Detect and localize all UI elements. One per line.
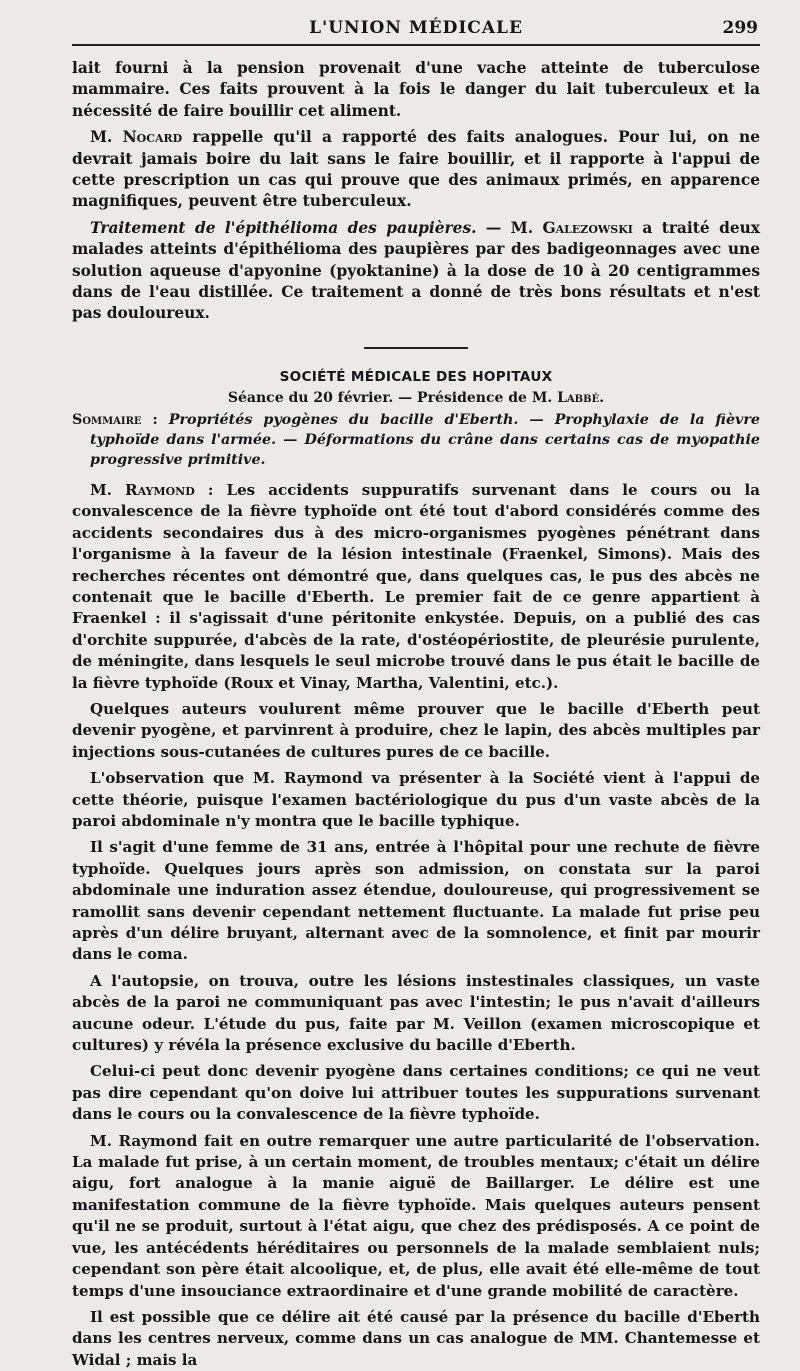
paragraph-text: : Les accidents suppuratifs survenant dans le cours ou la convalescence de la fièvre typhoïde ont été tout d'abord considérés comme des accidents secondaires dus à des micro-organismes pyogènes pénétrant dans l'organisme à la faveur de la lésion intestinale (Fraenkel, Simons). Mais des recherches récentes ont démontré que, dans quelques cas, le pus des abcès ne contenait que le bacille d'Eberth. Le premier fait de ce genre appartient à Fraenkel : il s'agissait d'une péritonite enkystée. Depuis, on a publié des cas d'orchite suppurée, d'abcès de la rate, d'ostéopériostite, de pleurésie purulente, de méningite, dans lesquels le seul microbe trouvé dans le pus était le bacille de la fièvre typhoïde (Roux et Vinay, Martha, Valentini, etc.). (72, 480, 761, 692)
page-number: 299 (722, 18, 758, 38)
session-suffix: . (599, 389, 605, 406)
speaker-title: M. (90, 128, 123, 147)
topic-dash: — M. (476, 218, 543, 237)
speaker-name: Raymond (125, 480, 195, 499)
running-title: L'UNION MÉDICALE (309, 18, 523, 38)
section-divider (364, 347, 468, 349)
section-title: SOCIÉTÉ MÉDICALE DES HOPITAUX (279, 368, 553, 385)
president-name: Labbé (557, 389, 600, 406)
speaker-name: Nocard (122, 128, 183, 147)
paragraph-delirium: M. Raymond fait en outre remarquer une autre particularité de l'observation. La malade fut prise, à un certain moment, de troubles mentaux; c'était un délire aigu, fort analogue à la manie aiguë de Baillarger. Le délire est une manifestation commune de la fièvre typhoïde. Mais quelques auteurs pensent qu'il ne se produit, surtout à l'état aigu, que chez des prédisposés. A ce point de vue, les antécédents héréditaires ou personnels de la malade semblaient nuls; cependant son père était alcoolique, et, de plus, elle avait été elle-même de tout temps d'une insouciance extraordinaire et d'une grande mobilité de caractère. (72, 1131, 760, 1300)
paragraph-galezowski (72, 218, 760, 325)
paragraph-case: Il s'agit d'une femme de 31 ans, entrée à l'hôpital pour une rechute de fièvre typhoïde. Quelques jours après son admission, on constata sur la paroi abdominale une induration assez étendue, douloureuse, qui progressivement se ramollit sans devenir cependant nettement fluctuante. La malade fut prise peu après d'un délire bruyant, alternant avec de la somnolence, et finit par mourir dans le coma. (72, 838, 760, 964)
paragraph-autopsy: A l'autopsie, on trouva, outre les lésions instestinales classiques, un vaste abcès de la paroi ne communiquant pas avec l'intestin; le pus n'avait d'ailleurs aucune odeur. L'étude du pus, faite par M. Veillon (examen microscopique et cultures) y révéla la présence exclusive du bacille d'Eberth. (72, 971, 760, 1055)
summary (72, 410, 760, 470)
paragraph-nervous-centres: Il est possible que ce délire ait été causé par la présence du bacille d'Eberth dans les centres nerveux, comme dans un cas analogue de MM. Chantemesse et Widal ; mais la (72, 1307, 760, 1369)
session-text: Séance du 20 février. — Présidence de M. (227, 389, 558, 406)
paragraph-pyogenic-proof: Quelques auteurs voulurent même prouver que le bacille d'Eberth peut devenir pyogène, et parvinrent à produire, chez le lapin, des abcès multiples par injections sous-cutanées de cultures pures de ce bacille. (72, 699, 760, 761)
session-line (72, 390, 760, 406)
speaker-title: M. (90, 480, 126, 499)
summary-text: Propriétés pyogènes du bacille d'Eberth. — Prophylaxie de la fièvre typhoïde dans l'armée. — Déformations du crâne dans certains cas de myopathie progressive primitive. (90, 411, 760, 468)
summary-label: Sommaire (72, 411, 142, 428)
paragraph-nocard (72, 127, 760, 213)
paragraph-text: rappelle qu'il a rapporté des faits analogues. Pour lui, on ne devrait jamais boire du lait sans le faire bouillir, et il rapporte à l'appui de cette prescription un cas qui prouve que des animaux primés, en apparence magnifiques, peuvent être tuberculeux. (72, 128, 761, 211)
paragraph-conditions: Celui-ci peut donc devenir pyogène dans certaines conditions; ce qui ne veut pas dire cependant qu'on doive lui attribuer toutes les suppurations survenant dans le cours ou la convalescence de la fièvre typhoïde. (72, 1062, 760, 1124)
top-section (72, 58, 760, 325)
speaker-name: Galezowski (542, 218, 633, 237)
main-section (72, 480, 760, 1371)
summary-separator: : (141, 411, 169, 428)
paragraph-milk-conclusion: lait fourni à la pension provenait d'une vache atteinte de tuberculose mammaire. Ces faits prouvent à la fois le danger du lait tuberculeux et la nécessité de faire bouillir cet aliment. (72, 59, 760, 120)
paragraph-observation: L'observation que M. Raymond va présenter à la Société vient à l'appui de cette théorie, puisque l'examen bactériologique du pus d'un vaste abcès de la paroi abdominale n'y montra que le bacille typhique. (72, 769, 760, 830)
running-header (72, 18, 760, 46)
topic-title: Traitement de l'épithélioma des paupières. (90, 218, 477, 237)
paragraph-text: a traité deux malades atteints d'épithélioma des paupières par des badigeonnages avec une solution aqueuse d'apyonine (pyoktanine) à la dose de 10 à 20 centigrammes dans de l'eau distillée. Ce traitement a donné de très bons résultats et n'est pas douloureux. (72, 218, 760, 323)
paragraph-raymond (72, 480, 760, 694)
